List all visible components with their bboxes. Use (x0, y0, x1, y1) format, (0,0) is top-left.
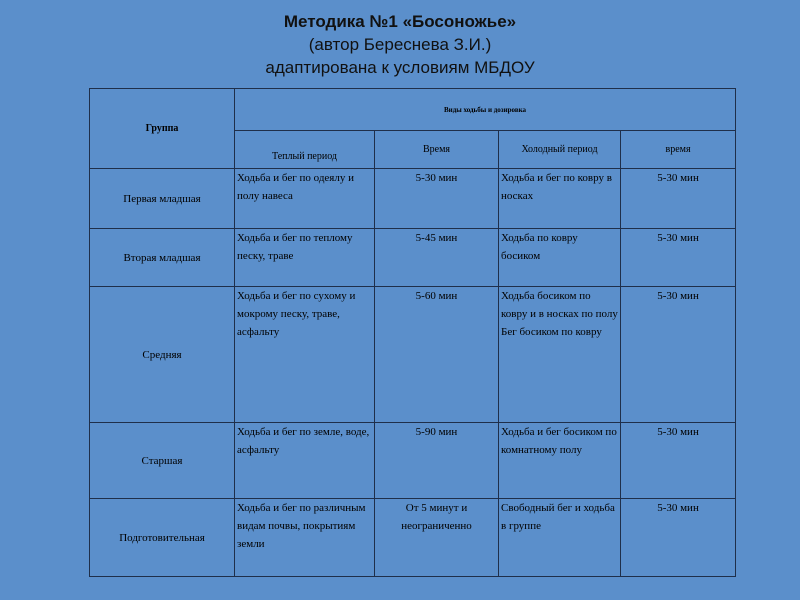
header-time-warm: Время (375, 131, 499, 169)
table-row (90, 499, 736, 577)
table-row (90, 229, 736, 287)
time-warm-cell: 5-60 мин (375, 287, 499, 423)
slide-title (0, 10, 800, 79)
time-warm-cell: 5-30 мин (375, 169, 499, 229)
warm-cell: Ходьба и бег по теплому песку, траве (235, 229, 375, 287)
cold-cell: Свободный бег и ходьба в группе (499, 499, 621, 577)
time-warm-cell: 5-90 мин (375, 423, 499, 499)
group-cell: Средняя (90, 287, 235, 423)
warm-cell: Ходьба и бег по земле, воде, асфальту (235, 423, 375, 499)
header-cold-period: Холодный период (499, 131, 621, 169)
time-warm-cell: 5-45 мин (375, 229, 499, 287)
group-cell: Подготовительная (90, 499, 235, 577)
cold-cell: Ходьба по ковру босиком (499, 229, 621, 287)
cold-cell-line-2: Бег босиком по ковру (501, 326, 602, 338)
header-group: Группа (90, 89, 235, 169)
title-line-3: адаптирована к условиям МБДОУ (265, 58, 535, 77)
table-row (90, 169, 736, 229)
time-cold-cell: 5-30 мин (621, 423, 736, 499)
time-warm-cell: От 5 минут и неограниченно (375, 499, 499, 577)
cold-cell: Ходьба и бег по ковру в носках (499, 169, 621, 229)
title-line-2: (автор Береснева З.И.) (308, 35, 492, 54)
time-cold-cell: 5-30 мин (621, 499, 736, 577)
header-time-cold: время (621, 131, 736, 169)
cold-cell (499, 287, 621, 423)
table-row (90, 423, 736, 499)
cold-cell: Ходьба и бег босиком по комнатному полу (499, 423, 621, 499)
time-cold-cell: 5-30 мин (621, 169, 736, 229)
group-cell: Первая младшая (90, 169, 235, 229)
title-line-1: Методика №1 «Босоножье» (283, 12, 517, 31)
time-cold-cell: 5-30 мин (621, 287, 736, 423)
cold-cell-line-1: Ходьба босиком по ковру и в носках по полу (501, 290, 618, 320)
warm-cell: Ходьба и бег по сухому и мокрому песку, траве, асфальту (235, 287, 375, 423)
methodology-table (89, 88, 736, 577)
time-cold-cell: 5-30 мин (621, 229, 736, 287)
header-kinds: Виды ходьбы и дозировка (235, 89, 736, 131)
table-row (90, 287, 736, 423)
group-cell: Старшая (90, 423, 235, 499)
header-warm-period: Теплый период (235, 131, 375, 169)
warm-cell: Ходьба и бег по одеялу и полу навеса (235, 169, 375, 229)
warm-cell: Ходьба и бег по различным видам почвы, покрытиям земли (235, 499, 375, 577)
group-cell: Вторая младшая (90, 229, 235, 287)
